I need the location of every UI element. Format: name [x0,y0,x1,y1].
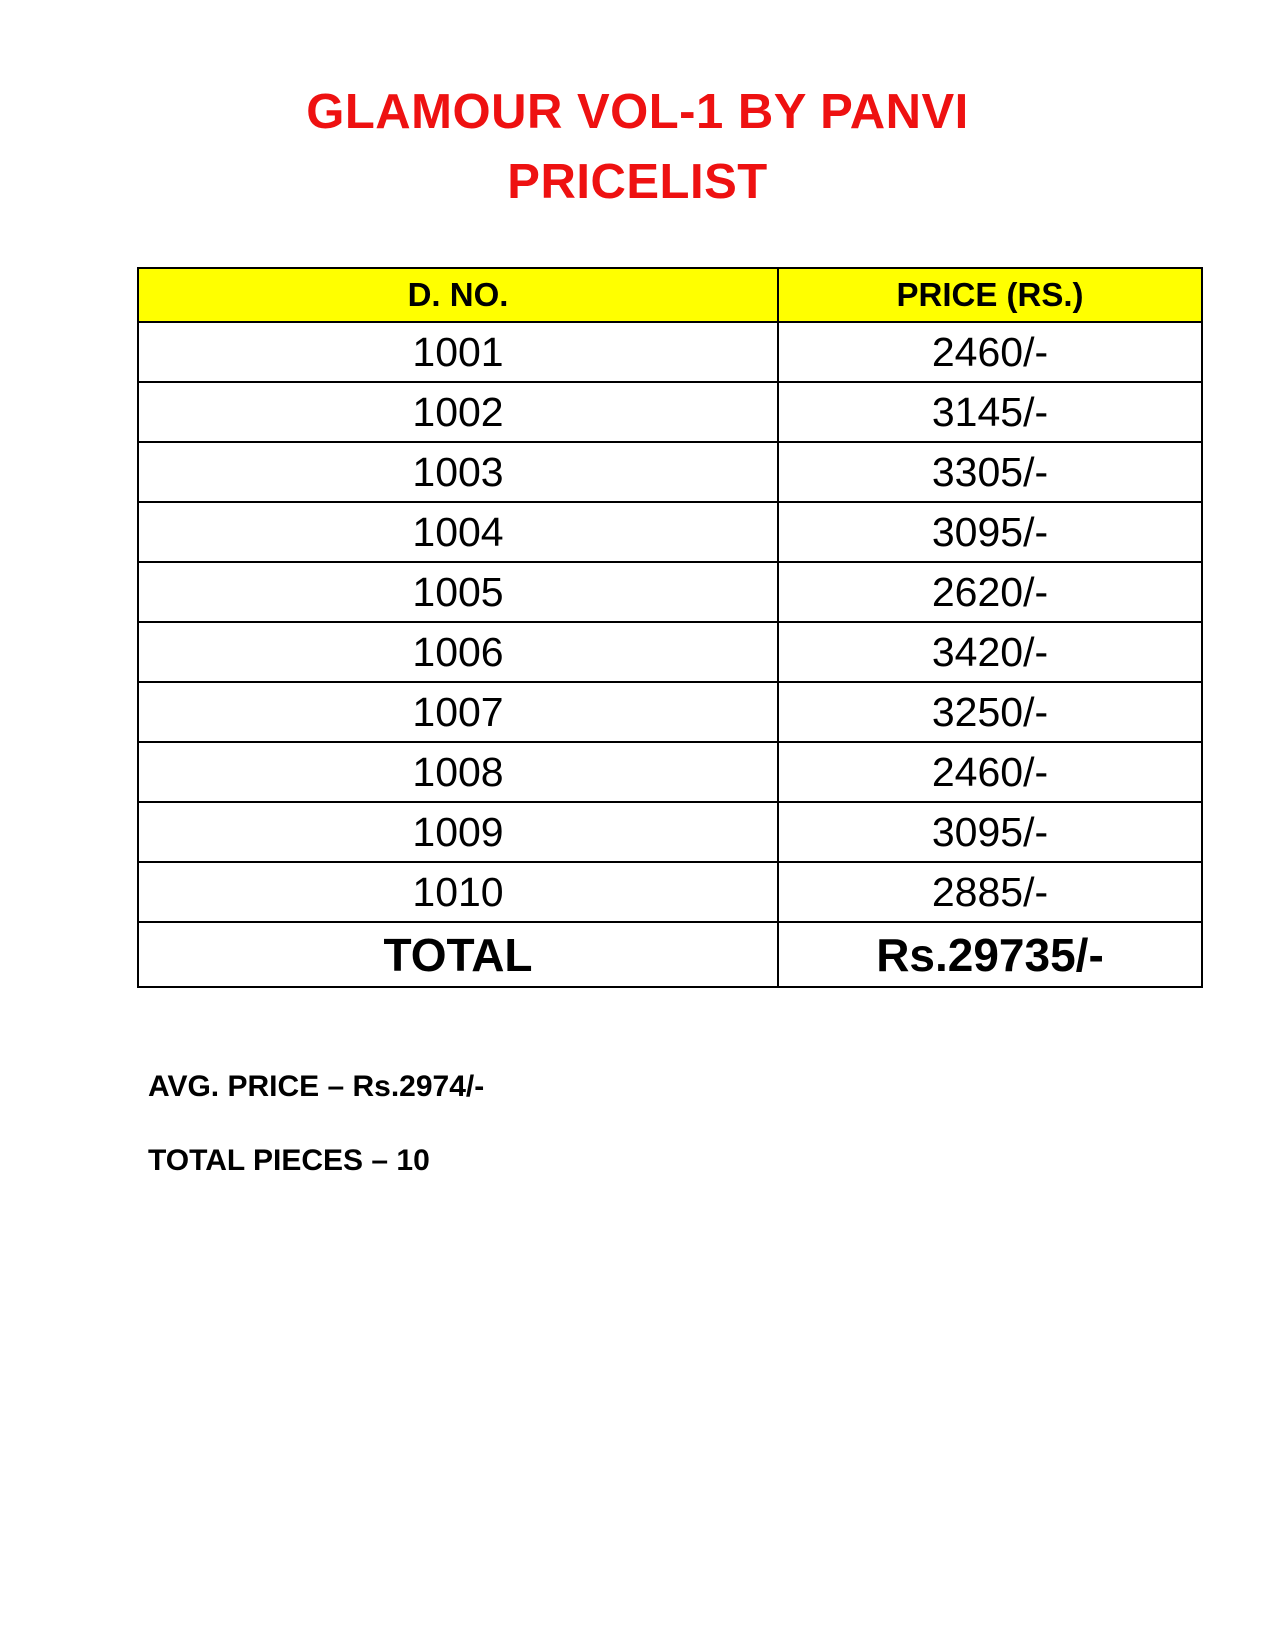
design-no-cell: 1009 [138,802,778,862]
table-row [138,562,1202,622]
page-title: GLAMOUR VOL-1 BY PANVI [306,85,969,139]
design-no-cell: 1008 [138,742,778,802]
price-cell: 2460/- [778,742,1202,802]
table-row [138,322,1202,382]
price-cell: 3145/- [778,382,1202,442]
design-no-cell: 1007 [138,682,778,742]
table-row [138,442,1202,502]
design-no-cell: 1002 [138,382,778,442]
total-row [138,922,1202,987]
price-cell: 3250/- [778,682,1202,742]
table-header-row [138,268,1202,322]
price-cell: 3095/- [778,802,1202,862]
price-cell: 2620/- [778,562,1202,622]
price-cell: 2885/- [778,862,1202,922]
design-no-cell: 1006 [138,622,778,682]
table-row [138,622,1202,682]
table-row [138,802,1202,862]
price-cell: 3305/- [778,442,1202,502]
table-row [138,742,1202,802]
avg-price-note: AVG. PRICE – Rs.2974/- [148,1070,485,1103]
total-pieces-note: TOTAL PIECES – 10 [148,1144,430,1177]
price-table [137,267,1203,988]
price-cell: 2460/- [778,322,1202,382]
design-no-cell: 1004 [138,502,778,562]
total-label: TOTAL [138,922,778,987]
page-subtitle: PRICELIST [507,155,768,209]
design-no-cell: 1001 [138,322,778,382]
table-row [138,862,1202,922]
price-cell: 3420/- [778,622,1202,682]
table-row [138,502,1202,562]
price-cell: 3095/- [778,502,1202,562]
design-no-cell: 1003 [138,442,778,502]
design-no-cell: 1010 [138,862,778,922]
table-row [138,382,1202,442]
design-no-cell: 1005 [138,562,778,622]
total-value: Rs.29735/- [778,922,1202,987]
column-header-price: PRICE (RS.) [778,268,1202,322]
table-row [138,682,1202,742]
column-header-design-no: D. NO. [138,268,778,322]
